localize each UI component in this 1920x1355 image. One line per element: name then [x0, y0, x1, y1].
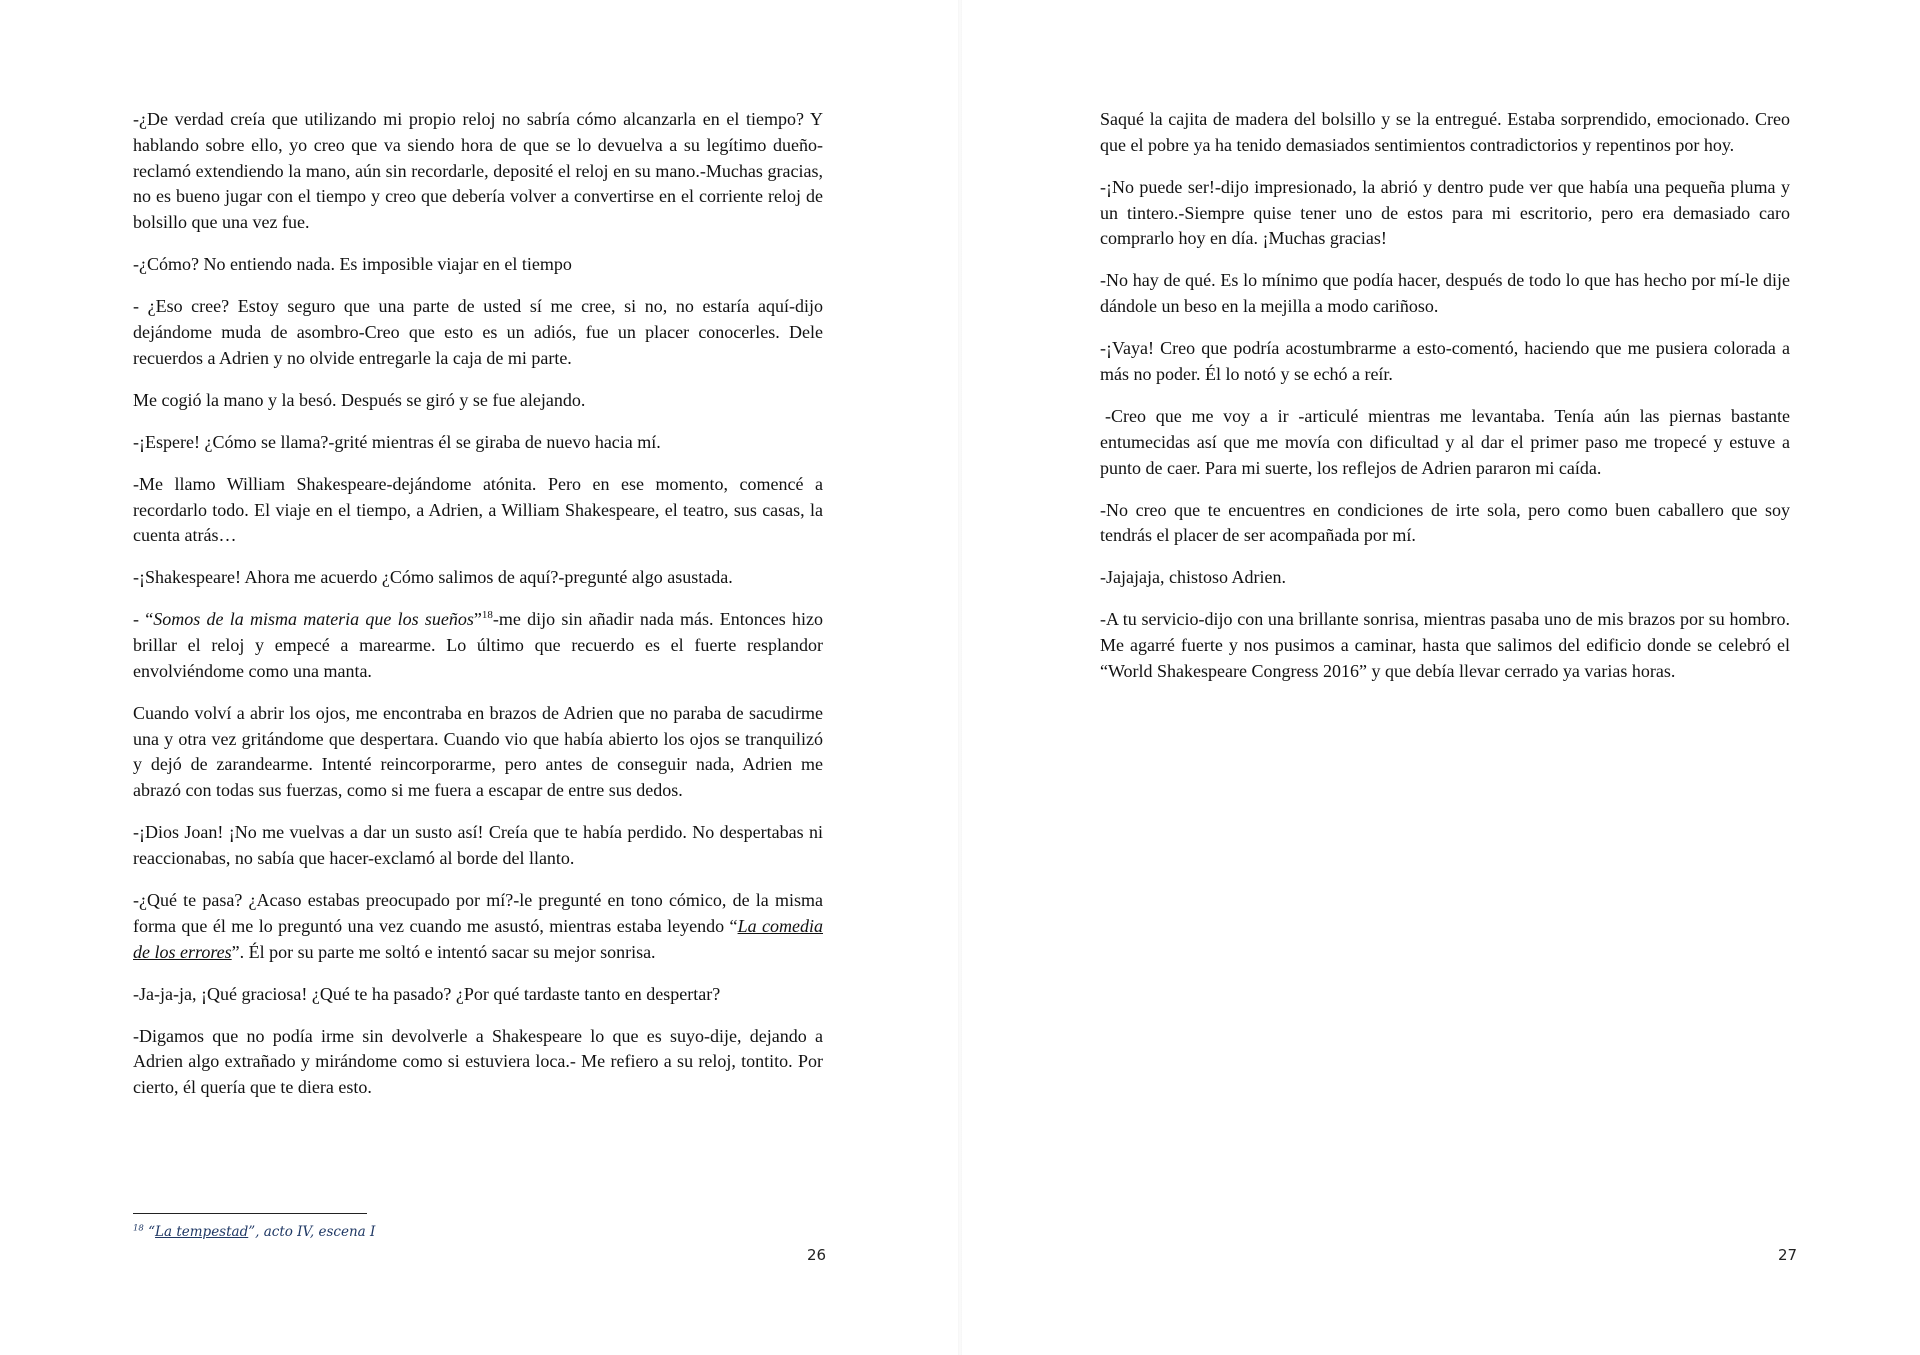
paragraph: -¿De verdad creía que utilizando mi propio reloj no sabría cómo alcanzarla en el tiempo? Y hablando sobre ello, yo creo que va siendo hora de que se lo devuelva a su legítimo dueño-reclamó extendiendo la mano, aún sin recordarle, deposité el reloj en su mano.-Muchas gracias, no es bueno jugar con el tiempo y creo que debería volver a convertirse en el corriente reloj de bolsillo que una vez fue. [133, 109, 823, 233]
footnote-number: 18 [133, 1223, 144, 1234]
paragraph: -No hay de qué. Es lo mínimo que podía hacer, después de todo lo que has hecho por mí-le dije dándole un beso en la mejilla a modo cariñoso. [1100, 270, 1790, 317]
paragraph-with-title [133, 888, 823, 965]
paragraph-with-quote [133, 607, 823, 684]
footnote [133, 1224, 375, 1240]
paragraph: -Digamos que no podía irme sin devolverle a Shakespeare lo que es suyo-dije, dejando a Adrien algo extrañado y mirándome como si estuviera loca.- Me refiero a su reloj, tontito. Por cierto, él quería que te diera esto. [133, 1025, 823, 1098]
paragraph: -A tu servicio-dijo con una brillante sonrisa, mientras pasaba uno de mis brazos por su hombro. Me agarré fuerte y nos pusimos a caminar, hasta que salimos del edificio donde se celebró el “World Shakespeare Congress 2016” y que debía llevar cerrado ya varias horas. [1100, 609, 1790, 681]
left-page [0, 0, 958, 1355]
paragraph: Me cogió la mano y la besó. Después se giró y se fue alejando. [133, 389, 586, 410]
footnote-rest: ”, acto IV, escena I [248, 1224, 376, 1240]
footnote-separator [133, 1213, 367, 1214]
paragraph: -¡Espere! ¿Cómo se llama?-grité mientras él se giraba de nuevo hacia mí. [133, 431, 661, 452]
quote-close: ” [473, 609, 482, 630]
paragraph: -¡Shakespeare! Ahora me acuerdo ¿Cómo salimos de aquí?-pregunté algo asustada. [133, 567, 733, 588]
paragraph: - ¿Eso cree? Estoy seguro que una parte de usted sí me cree, si no, no estaría aquí-dijo dejándome muda de asombro-Creo que esto es un adiós, fue un placer conocerles. Dele recuerdos a Adrien y no olvide entregarle la caja de mi parte. [133, 296, 823, 368]
paragraph: -Creo que me voy a ir -articulé mientras me levantaba. Tenía aún las piernas bastante entumecidas así que me movía con dificultad y al dar el primer paso me tropecé y estuve a punto de caer. Para mi suerte, los reflejos de Adrien pararon mi caída. [1100, 405, 1790, 478]
paragraph: -¿Cómo? No entiendo nada. Es imposible viajar en el tiempo [133, 254, 572, 275]
right-page-body [1100, 107, 1790, 701]
paragraph: -Jajajaja, chistoso Adrien. [1100, 567, 1286, 588]
footnote-open-quote: “ [148, 1224, 156, 1240]
paragraph-after: ”. Él por su parte me soltó e intentó sacar su mejor sonrisa. [231, 941, 656, 962]
paragraph: -¡No puede ser!-dijo impresionado, la abrió y dentro pude ver que había una pequeña pluma y un tintero.-Siempre quise tener uno de estos para mi escritorio, pero era demasiado caro comprarlo hoy en día. ¡Muchas gracias! [1100, 176, 1790, 249]
right-page [962, 0, 1920, 1355]
quote-prefix: - “ [133, 609, 154, 630]
paragraph: -Me llamo William Shakespeare-dejándome atónita. Pero en ese momento, comencé a recordarlo todo. El viaje en el tiempo, a Adrien, a William Shakespeare, el teatro, sus casas, la cuenta atrás… [133, 473, 823, 546]
work-title: La comedia de los errores [133, 915, 823, 962]
paragraph: -¡Dios Joan! ¡No me vuelvas a dar un susto así! Creía que te había perdido. No despertabas ni reaccionabas, no sabía que hacer-exclamó al borde del llanto. [133, 822, 823, 869]
footnote-title-link[interactable]: La tempestad [155, 1224, 249, 1240]
italic-quote: Somos de la misma materia que los sueños [153, 609, 474, 630]
paragraph: -¡Vaya! Creo que podría acostumbrarme a esto-comentó, haciendo que me pusiera colorada a más no poder. Él lo notó y se echó a reír. [1100, 338, 1790, 384]
paragraph: Saqué la cajita de madera del bolsillo y se la entregué. Estaba sorprendido, emocionado. Creo que el pobre ya ha tenido demasiados sentimientos contradictorios y repentinos por hoy. [1100, 109, 1790, 155]
footnote-reference[interactable]: 18 [481, 609, 493, 622]
paragraph: -Ja-ja-ja, ¡Qué graciosa! ¿Qué te ha pasado? ¿Por qué tardaste tanto en despertar? [133, 983, 721, 1004]
paragraph: -No creo que te encuentres en condiciones de irte sola, pero como buen caballero que soy tendrás el placer de ser acompañada por mí. [1100, 499, 1790, 546]
paragraph: Cuando volví a abrir los ojos, me encontraba en brazos de Adrien que no paraba de sacudirme una y otra vez gritándome que despertara. Cuando vio que había abierto los ojos se tranquilizó y dejó de zarandearme. Intenté reincorporarme, pero antes de conseguir nada, Adrien me abrazó con todas sus fuerzas, como si me fuera a escapar de entre sus dedos. [133, 702, 823, 801]
paragraph-rest: -me dijo sin añadir nada más. Entonces hizo brillar el reloj y empecé a marearme. Lo último que recuerdo es el fuerte resplandor envolviéndome como una manta. [133, 609, 823, 681]
page-number: 27 [1778, 1246, 1798, 1264]
page-number: 26 [807, 1246, 827, 1264]
left-page-body [133, 107, 823, 1117]
paragraph-before: -¿Qué te pasa? ¿Acaso estabas preocupado por mí?-le pregunté en tono cómico, de la misma forma que él me lo preguntó una vez cuando me asustó, mientras estaba leyendo “ [133, 890, 823, 936]
